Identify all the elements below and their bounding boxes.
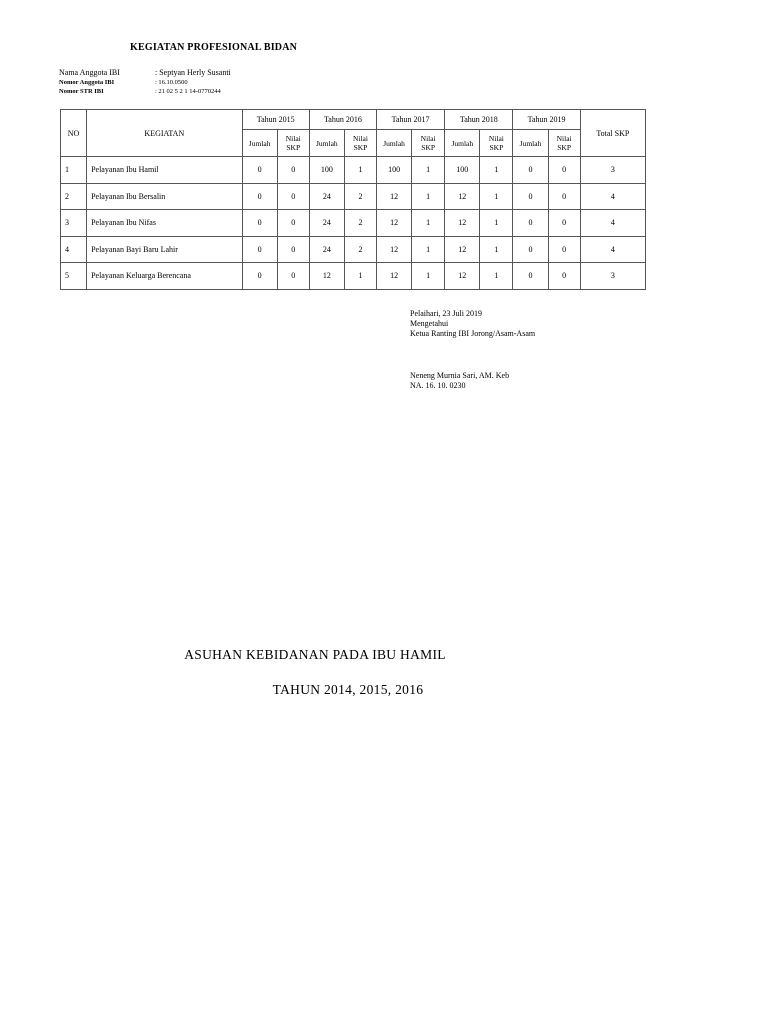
- row-no: 1: [61, 157, 87, 184]
- cell-nilai: 0: [277, 210, 309, 237]
- subheader-nilai: Nilai: [420, 134, 436, 143]
- subheader-nilai-skp: [480, 130, 513, 157]
- table-row: [61, 183, 646, 210]
- cell-nilai: 1: [412, 157, 445, 184]
- cell-jumlah: 0: [242, 210, 277, 237]
- cell-jumlah: 12: [445, 210, 480, 237]
- cell-jumlah: 12: [377, 210, 412, 237]
- cell-nilai: 2: [344, 210, 376, 237]
- signature-name: Neneng Murnia Sari, AM. Keb: [410, 371, 510, 380]
- member-info: [59, 68, 231, 97]
- cell-nilai: 1: [344, 263, 376, 290]
- cell-nilai: 0: [548, 157, 580, 184]
- signature-position: Ketua Ranting IBI Jorong/Asam-Asam: [410, 329, 536, 338]
- member-str-value: : 21 02 5 2 1 14-0770244: [155, 88, 221, 95]
- cell-jumlah: 0: [513, 183, 548, 210]
- subheader-skp: SKP: [557, 143, 571, 152]
- signature-place-date: Pelaihari, 23 Juli 2019: [410, 309, 482, 318]
- cell-nilai: 1: [480, 157, 513, 184]
- subheader-nilai: Nilai: [285, 134, 301, 143]
- cell-nilai: 2: [344, 183, 376, 210]
- member-number-label: Nomor Anggota IBI: [59, 78, 115, 86]
- cell-nilai: 1: [412, 236, 445, 263]
- cell-nilai: 1: [480, 263, 513, 290]
- member-str-label: Nomor STR IBI: [59, 88, 104, 95]
- cell-nilai: 0: [548, 236, 580, 263]
- cell-jumlah: 12: [377, 236, 412, 263]
- member-name-label: Nama Anggota IBI: [59, 68, 120, 77]
- signature-block: [410, 309, 535, 391]
- signature-number: NA. 16. 10. 0230: [410, 381, 466, 390]
- cell-nilai: 1: [480, 210, 513, 237]
- cell-nilai: 2: [344, 236, 376, 263]
- table-row: [61, 210, 646, 237]
- cell-jumlah: 12: [377, 263, 412, 290]
- signature-acknowledged: Mengetahui: [410, 319, 449, 328]
- subheader-nilai-skp: [344, 130, 376, 157]
- table-row: [61, 263, 646, 290]
- cell-jumlah: 0: [513, 157, 548, 184]
- cell-jumlah: 24: [309, 236, 344, 263]
- page-title: KEGIATAN PROFESIONAL BIDAN: [130, 42, 298, 53]
- member-name-value: : Septyan Herly Susanti: [155, 68, 231, 77]
- cell-nilai: 0: [277, 236, 309, 263]
- header-no: NO: [61, 110, 87, 157]
- cell-jumlah: 0: [242, 236, 277, 263]
- table-row: [61, 157, 646, 184]
- subheader-skp: SKP: [421, 143, 436, 152]
- cell-nilai: 1: [412, 183, 445, 210]
- subheader-skp: SKP: [489, 143, 504, 152]
- cell-total: 4: [580, 236, 645, 263]
- cell-total: 4: [580, 210, 645, 237]
- table-row: [61, 236, 646, 263]
- row-no: 2: [61, 183, 87, 210]
- header-year: Tahun 2017: [377, 110, 445, 130]
- subheader-jumlah: Jumlah: [445, 130, 480, 157]
- row-kegiatan: Pelayanan Bayi Baru Lahir: [87, 236, 243, 263]
- header-year: Tahun 2018: [445, 110, 513, 130]
- cell-jumlah: 0: [513, 210, 548, 237]
- row-no: 3: [61, 210, 87, 237]
- cell-jumlah: 24: [309, 210, 344, 237]
- header-kegiatan: KEGIATAN: [87, 110, 243, 157]
- cell-nilai: 1: [480, 236, 513, 263]
- member-str-row: [59, 87, 231, 97]
- cell-jumlah: 12: [445, 263, 480, 290]
- skp-table: [60, 109, 646, 290]
- cell-total: 4: [580, 183, 645, 210]
- subheader-jumlah: Jumlah: [513, 130, 548, 157]
- subheader-nilai-skp: [548, 130, 580, 157]
- cell-nilai: 0: [277, 263, 309, 290]
- cell-nilai: 1: [344, 157, 376, 184]
- cell-jumlah: 100: [309, 157, 344, 184]
- cell-nilai: 0: [277, 157, 309, 184]
- cell-nilai: 0: [548, 210, 580, 237]
- row-kegiatan: Pelayanan Ibu Hamil: [87, 157, 243, 184]
- cell-jumlah: 24: [309, 183, 344, 210]
- member-number-value: : 16.10.0500: [155, 78, 188, 86]
- member-number-row: [59, 78, 231, 88]
- cell-jumlah: 100: [445, 157, 480, 184]
- cell-nilai: 1: [480, 183, 513, 210]
- cell-jumlah: 0: [242, 183, 277, 210]
- section-years: TAHUN 2014, 2015, 2016: [272, 682, 424, 697]
- cell-jumlah: 0: [513, 263, 548, 290]
- subheader-nilai: Nilai: [488, 134, 504, 143]
- header-year: Tahun 2019: [513, 110, 580, 130]
- subheader-nilai: Nilai: [352, 134, 368, 143]
- subheader-jumlah: Jumlah: [377, 130, 412, 157]
- subheader-jumlah: Jumlah: [309, 130, 344, 157]
- header-year: Tahun 2015: [242, 110, 309, 130]
- subheader-skp: SKP: [353, 143, 368, 152]
- cell-nilai: 0: [548, 183, 580, 210]
- subheader-skp: SKP: [286, 143, 301, 152]
- subheader-nilai: Nilai: [556, 134, 572, 143]
- cell-nilai: 0: [277, 183, 309, 210]
- subheader-nilai-skp: [277, 130, 309, 157]
- cell-jumlah: 100: [377, 157, 412, 184]
- cell-jumlah: 12: [445, 183, 480, 210]
- cell-jumlah: 0: [242, 157, 277, 184]
- cell-jumlah: 0: [513, 236, 548, 263]
- cell-jumlah: 12: [445, 236, 480, 263]
- row-no: 5: [61, 263, 87, 290]
- row-kegiatan: Pelayanan Keluarga Berencana: [87, 263, 243, 290]
- header-total-skp: Total SKP: [580, 110, 645, 157]
- cell-jumlah: 0: [242, 263, 277, 290]
- member-name-row: [59, 68, 231, 78]
- cell-nilai: 1: [412, 263, 445, 290]
- cell-jumlah: 12: [377, 183, 412, 210]
- subheader-nilai-skp: [412, 130, 445, 157]
- cell-nilai: 0: [548, 263, 580, 290]
- row-kegiatan: Pelayanan Ibu Nifas: [87, 210, 243, 237]
- subheader-jumlah: Jumlah: [242, 130, 277, 157]
- section-heading: ASUHAN KEBIDANAN PADA IBU HAMIL: [184, 647, 446, 662]
- cell-jumlah: 12: [309, 263, 344, 290]
- header-year: Tahun 2016: [309, 110, 376, 130]
- cell-total: 3: [580, 157, 645, 184]
- cell-total: 3: [580, 263, 645, 290]
- row-no: 4: [61, 236, 87, 263]
- row-kegiatan: Pelayanan Ibu Bersalin: [87, 183, 243, 210]
- cell-nilai: 1: [412, 210, 445, 237]
